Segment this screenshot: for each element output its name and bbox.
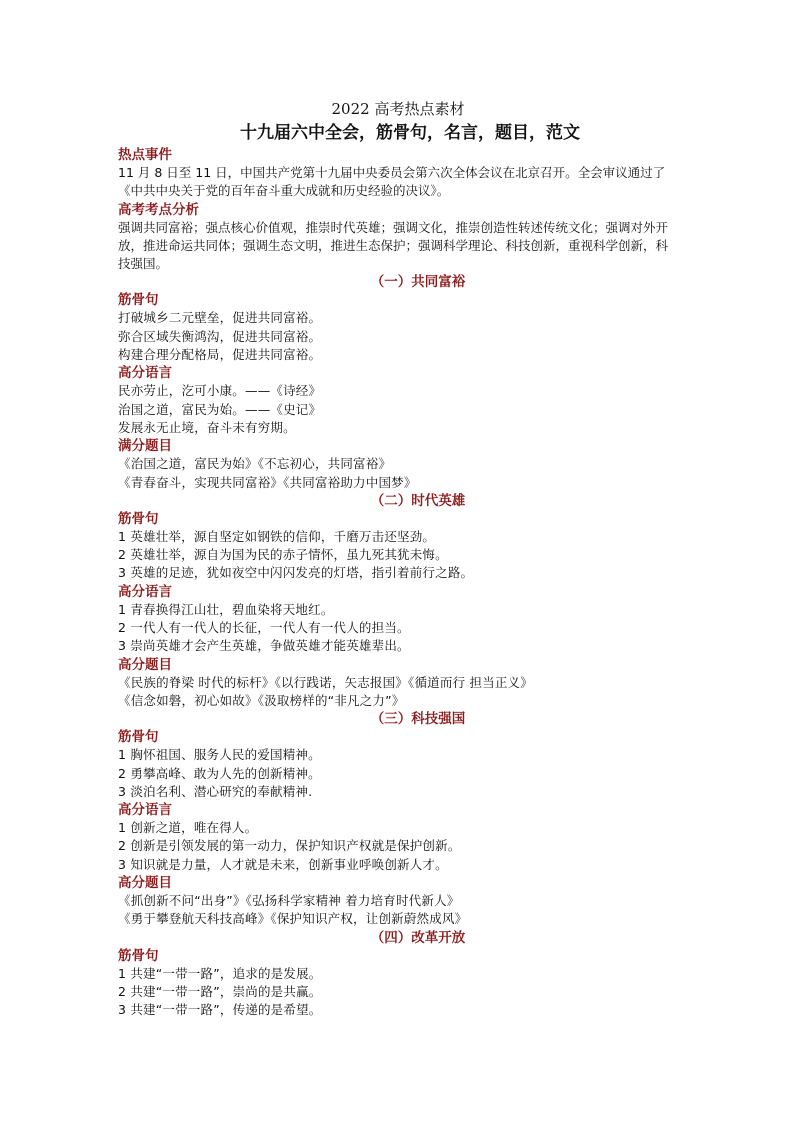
text-line: 《勇于攀登航天科技高峰》《保护知识产权，让创新蔚然成风》 <box>118 911 468 927</box>
text-line: 治国之道，富民为始。——《史记》 <box>118 401 322 417</box>
section-title: （四）改革开放 <box>370 929 466 946</box>
hot-event-text: 11 月 8 日至 11 日，中国共产党第十九届中央委员会第六次全体会议在北京召开。全会审议通过了《中共中央关于党的百年奋斗重大成就和历史经验的决议》。 <box>118 165 666 199</box>
group-heading: 筋骨句 <box>118 292 159 309</box>
text-line: 1 英雄壮举，源自坚定如钢铁的信仰，千磨万击还坚劲。 <box>118 528 436 544</box>
text-line: 《民族的脊梁 时代的标杆》《以行践诺，矢志报国》《循道而行 担当正义》 <box>118 674 533 690</box>
section <box>118 710 678 928</box>
analysis-text: 强调共同富裕；强点核心价值观，推崇时代英雄；强调文化，推崇创造性转述传统文化；强调对外开放，推进命运共同体；强调生态文明，推进生态保护；强调科学理论、科技创新，重视科学创新，科技强国。 <box>118 219 669 272</box>
text-line: 2 一代人有一代人的长征，一代人有一代人的担当。 <box>118 620 410 636</box>
group-heading: 高分题目 <box>118 656 172 673</box>
text-line: 民亦劳止，汔可小康。——《诗经》 <box>118 383 322 399</box>
text-line: 3 知识就是力量，人才就是未来，创新事业呼唤创新人才。 <box>118 856 448 872</box>
group-heading: 高分语言 <box>118 583 172 600</box>
hot-event-heading: 热点事件 <box>118 147 172 163</box>
text-line: 打破城乡二元壁垒，促进共同富裕。 <box>118 310 322 326</box>
text-line: 1 共建“一带一路”，追求的是发展。 <box>118 965 322 981</box>
document-title: 2022 高考热点素材 <box>331 100 465 118</box>
text-line: 1 创新之道，唯在得人。 <box>118 820 258 836</box>
group-heading: 高分题目 <box>118 875 172 892</box>
sections-container <box>118 273 678 1019</box>
group-heading: 筋骨句 <box>118 947 159 964</box>
text-line: 《治国之道，富民为始》《不忘初心，共同富裕》 <box>118 456 392 472</box>
text-line: 3 英雄的足迹，犹如夜空中闪闪发亮的灯塔，指引着前行之路。 <box>118 565 474 581</box>
text-line: 2 创新是引领发展的第一动力，保护知识产权就是保护创新。 <box>118 838 461 854</box>
section-title: （三）科技强国 <box>370 711 466 728</box>
document-subtitle: 十九届六中全会，筋骨句，名言，题目，范文 <box>240 123 580 143</box>
group-heading: 高分语言 <box>118 802 172 819</box>
text-line: 《抓创新不问“出身”》《弘扬科学家精神 着力培育时代新人》 <box>118 893 460 909</box>
text-line: 1 青春换得江山壮，碧血染将天地红。 <box>118 601 334 617</box>
text-line: 3 崇尚英雄才会产生英雄，争做英雄才能英雄辈出。 <box>118 638 410 654</box>
text-line: 发展永无止境，奋斗未有穷期。 <box>118 419 296 435</box>
document-page <box>118 98 678 1020</box>
section-title: （二）时代英雄 <box>370 492 466 509</box>
text-line: 弥合区域失衡鸿沟，促进共同富裕。 <box>118 328 322 344</box>
section <box>118 492 678 710</box>
text-line: 构建合理分配格局，促进共同富裕。 <box>118 347 322 363</box>
text-line: 3 共建“一带一路”，传递的是希望。 <box>118 1002 322 1018</box>
text-line: 《青春奋斗，实现共同富裕》《共同富裕助力中国梦》 <box>118 474 417 490</box>
text-line: 3 淡泊名利、潜心研究的奉献精神. <box>118 783 313 799</box>
group-heading: 筋骨句 <box>118 729 159 746</box>
text-line: 2 勇攀高峰、敢为人先的创新精神。 <box>118 765 321 781</box>
section-title: （一）共同富裕 <box>370 274 466 291</box>
group-heading: 满分题目 <box>118 438 172 455</box>
text-line: 2 共建“一带一路”，崇尚的是共赢。 <box>118 983 322 999</box>
text-line: 2 英雄壮举，源自为国为民的赤子情怀，虽九死其犹未悔。 <box>118 547 448 563</box>
analysis-heading: 高考考点分析 <box>118 201 199 218</box>
text-line: 1 胸怀祖国、服务人民的爱国精神。 <box>118 747 321 763</box>
group-heading: 高分语言 <box>118 365 172 382</box>
section <box>118 929 678 1020</box>
group-heading: 筋骨句 <box>118 510 159 527</box>
section <box>118 273 678 491</box>
text-line: 《信念如磐，初心如故》《汲取榜样的“非凡之力”》 <box>118 692 405 708</box>
